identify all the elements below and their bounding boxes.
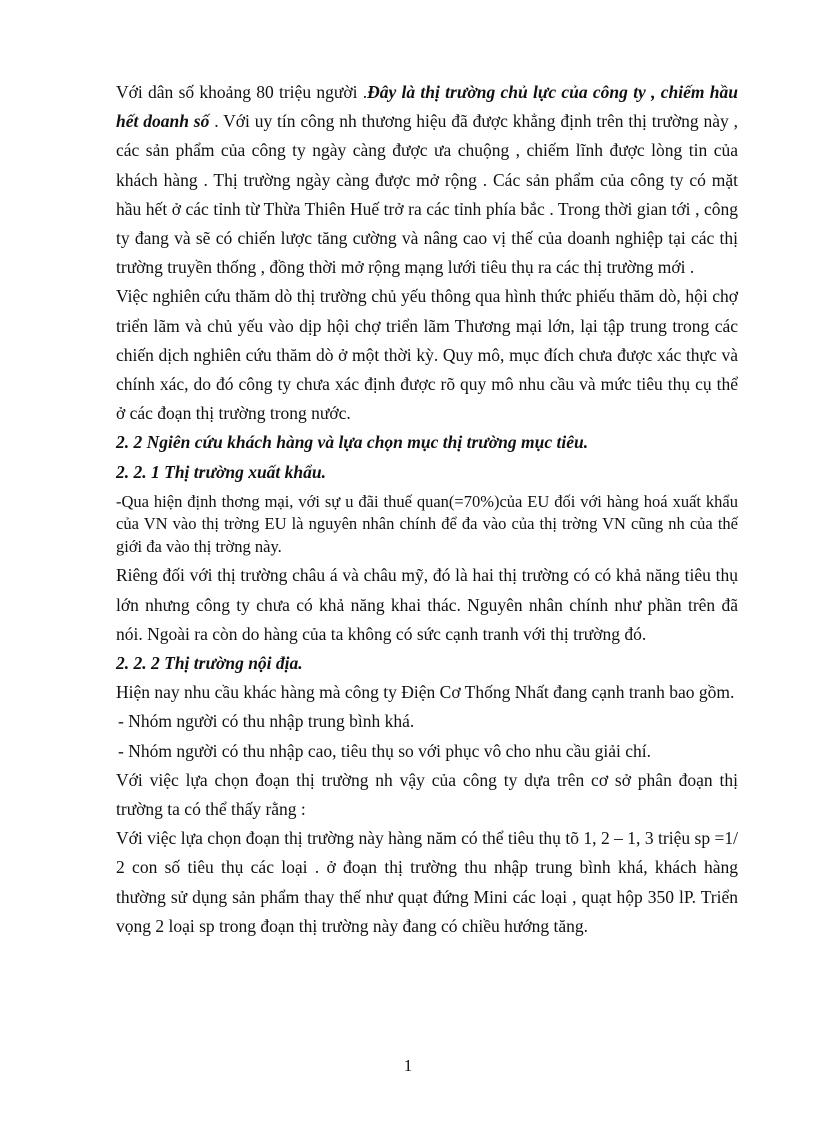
bullet-high-income: - Nhóm người có thu nhập cao, tiêu thụ so với phục vô cho nhu cầu giải chí. [118, 740, 651, 761]
document-body [116, 78, 738, 941]
paragraph-consumption-outlook: Với việc lựa chọn đoạn thị trường này hàng năm có thể tiêu thụ tõ 1, 2 – 1, 3 triệu sp =1/ 2 con số tiêu thụ các loại . ở đoạn thị trường thu nhập trung bình khá, khách hàng thường sử dụng sản phẩm thay thế như quạt đứng Mini các loại , quạt hộp 350 lP. Triển vọng 2 loại sp trong đoạn thị trường này đang có chiều hướng tăng. [116, 828, 738, 936]
paragraph-domestic-market-intro [116, 78, 738, 282]
heading-2-2-1: 2. 2. 1 Thị trường xuất khẩu. [116, 461, 326, 482]
heading-2-2: 2. 2 Ngiên cứu khách hàng và lựa chọn mục thị trường mục tiêu. [116, 432, 589, 453]
heading-2-2-2: 2. 2. 2 Thị trường nội địa. [116, 652, 303, 673]
paragraph-customer-needs: Hiện nay nhu cầu khác hàng mà công ty Điện Cơ Thống Nhất đang cạnh tranh bao gồm. [116, 682, 735, 703]
paragraph-intro-text: Với dân số khoảng 80 triệu người . [116, 82, 368, 102]
export-paragraph-wrap [116, 487, 738, 562]
paragraph-asia-america: Riêng đối với thị trường châu á và châu mỹ, đó là hai thị trường có có khả năng tiêu thụ lớn nhưng công ty chưa có khả năng khai thác. Nguyên nhân chính như phần trên đã nói. Ngoài ra còn do hàng của ta không có sức cạnh tranh với thị trường đó. [116, 565, 738, 644]
page-number: 1 [403, 1056, 413, 1075]
paragraph-market-research: Việc nghiên cứu thăm dò thị trường chủ yếu thông qua hình thức phiếu thăm dò, hội chợ triển lãm và chủ yếu vào dịp hội chợ triển lãm Thương mại lớn, lại tập trung trong các chiến dịch nghiên cứu thăm dò ở một thời kỳ. Quy mô, mục đích chưa được xác thực và chính xác, do đó công ty chưa xác định được rõ quy mô nhu cầu và mức tiêu thụ cụ thể ở các đoạn thị trường trong nước. [116, 286, 738, 424]
bullet-middle-income: - Nhóm người có thu nhập trung bình khá. [118, 711, 415, 732]
emphasis-main-market: Đây là thị trường chủ lực của công ty , chiếm hầu hết doanh số [116, 82, 738, 132]
paragraph-export-tariff: -Qua hiện định thơng mại, với sự u đãi thuế quan(=70%)của EU đối với hàng hoá xuất khẩu của VN vào thị trờng EU là nguyên nhân chính để đa vào của thị trờng VN cũng nh của thế giới đa vào thị trờng này. [116, 491, 738, 556]
paragraph-segment-choice: Với việc lựa chọn đoạn thị trường nh vậy của công ty dựa trên cơ sở phân đoạn thị trường ta có thể thấy rằng : [116, 769, 738, 819]
paragraph-intro-rest: . Với uy tín công nh thương hiệu đã được khẳng định trên thị trường này , các sản phẩm của công ty ngày càng được ưa chuộng , chiếm lĩnh được lòng tin của khách hàng . Thị trường ngày càng được mở rộng . Các sản phẩm của công ty có mặt hầu hết ở các tỉnh từ Thừa Thiên Huế trở ra các tỉnh phía bắc . Trong thời gian tới , công ty đang và sẽ có chiến lược tăng cường và nâng cao vị thế của doanh nghiệp tại các thị trường truyền thống , đồng thời mở rộng mạng lưới tiêu thụ ra các thị trường mới . [116, 111, 738, 278]
